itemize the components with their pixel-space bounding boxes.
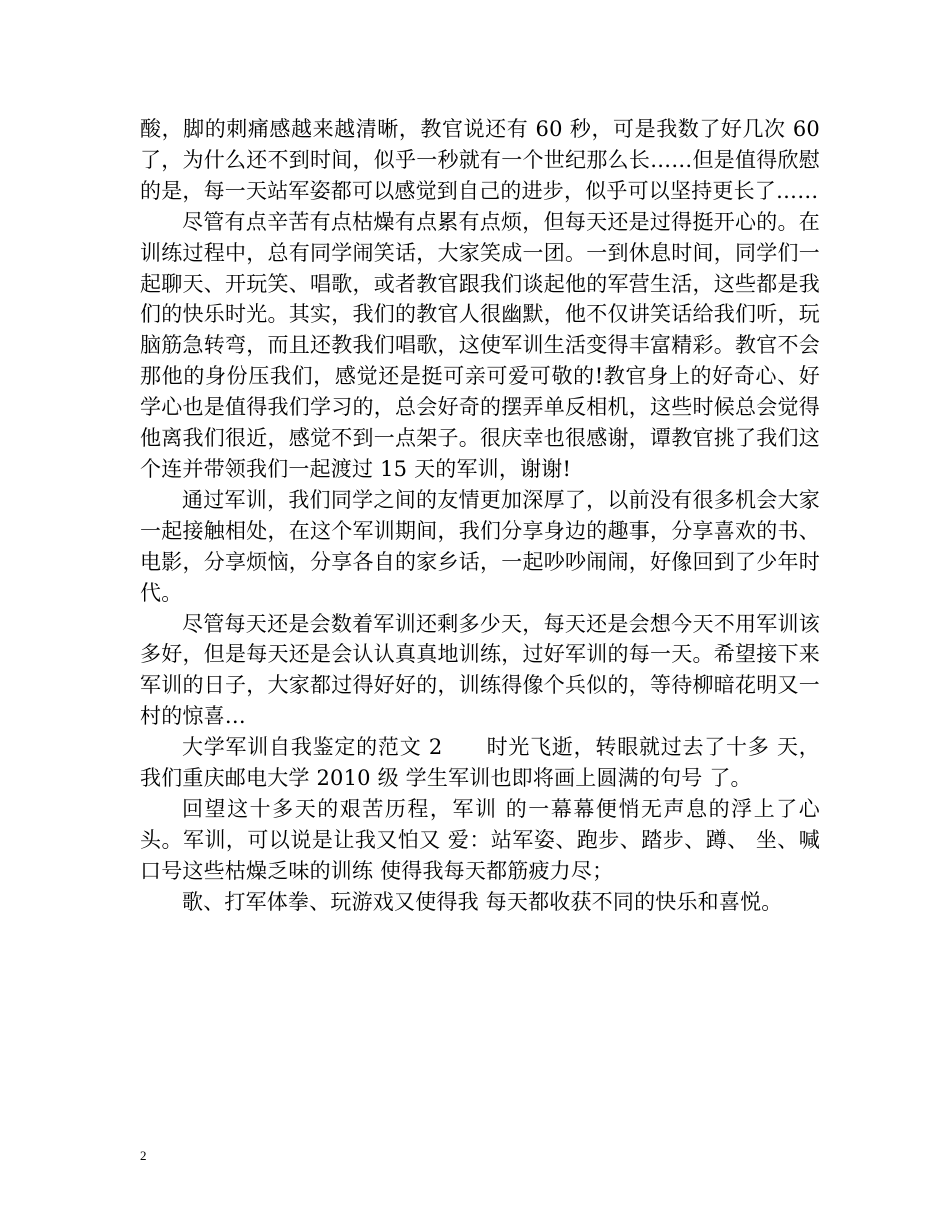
paragraph-4: 尽管每天还是会数着军训还剩多少天，每天还是会想今天不用军训该多好，但是每天还是会认认真真地训练，过好军训的每一天。希望接下来军训的日子，大家都过得好好的，训练得像个兵似的，等待柳暗花明又一村的惊喜… [140, 611, 820, 729]
paragraph-2: 尽管有点辛苦有点枯燥有点累有点烦，但每天还是过得挺开心的。在训练过程中，总有同学闹笑话，大家笑成一团。一到休息时间，同学们一起聊天、开玩笑、唱歌，或者教官跟我们谈起他的军营生活，这些都是我们的快乐时光。其实，我们的教官人很幽默，他不仅讲笑话给我们听，玩脑筋急转弯，而且还教我们唱歌，这使军训生活变得丰富精彩。教官不会那他的身份压我们，感觉还是挺可亲可爱可敬的!教官身上的好奇心、好学心也是值得我们学习的，总会好奇的摆弄单反相机，这些时候总会觉得他离我们很近，感觉不到一点架子。很庆幸也很感谢，谭教官挑了我们这个连并带领我们一起渡过 15 天的军训，谢谢! [140, 209, 820, 481]
document-body [140, 114, 820, 918]
paragraph-7: 歌、打军体拳、玩游戏又使得我 每天都收获不同的快乐和喜悦。 [182, 889, 783, 914]
paragraph-6: 回望这十多天的艰苦历程，军训 的一幕幕便悄无声息的浮上了心头。军训，可以说是让我又怕又 爱：站军姿、跑步、踏步、蹲、 坐、喊口号这些枯燥乏味的训练 使得我每天都筋疲力尽； [140, 796, 820, 883]
paragraph-1: 酸，脚的刺痛感越来越清晰，教官说还有 60 秒，可是我数了好几次 60 了，为什么还不到时间，似乎一秒就有一个世纪那么长……但是值得欣慰的是，每一天站军姿都可以感觉到自己的进步，似乎可以坚持更长了…… [140, 117, 820, 203]
page-number: 2 [140, 1148, 147, 1163]
paragraph-5: 大学军训自我鉴定的范文 2 时光飞逝，转眼就过去了十多 天，我们重庆邮电大学 2010 级 学生军训也即将画上圆满的句号 了。 [140, 735, 820, 791]
paragraph-3: 通过军训，我们同学之间的友情更加深厚了，以前没有很多机会大家一起接触相处，在这个军训期间，我们分享身边的趣事，分享喜欢的书、电影，分享烦恼，分享各自的家乡话，一起吵吵闹闹，好像回到了少年时代。 [140, 487, 820, 605]
